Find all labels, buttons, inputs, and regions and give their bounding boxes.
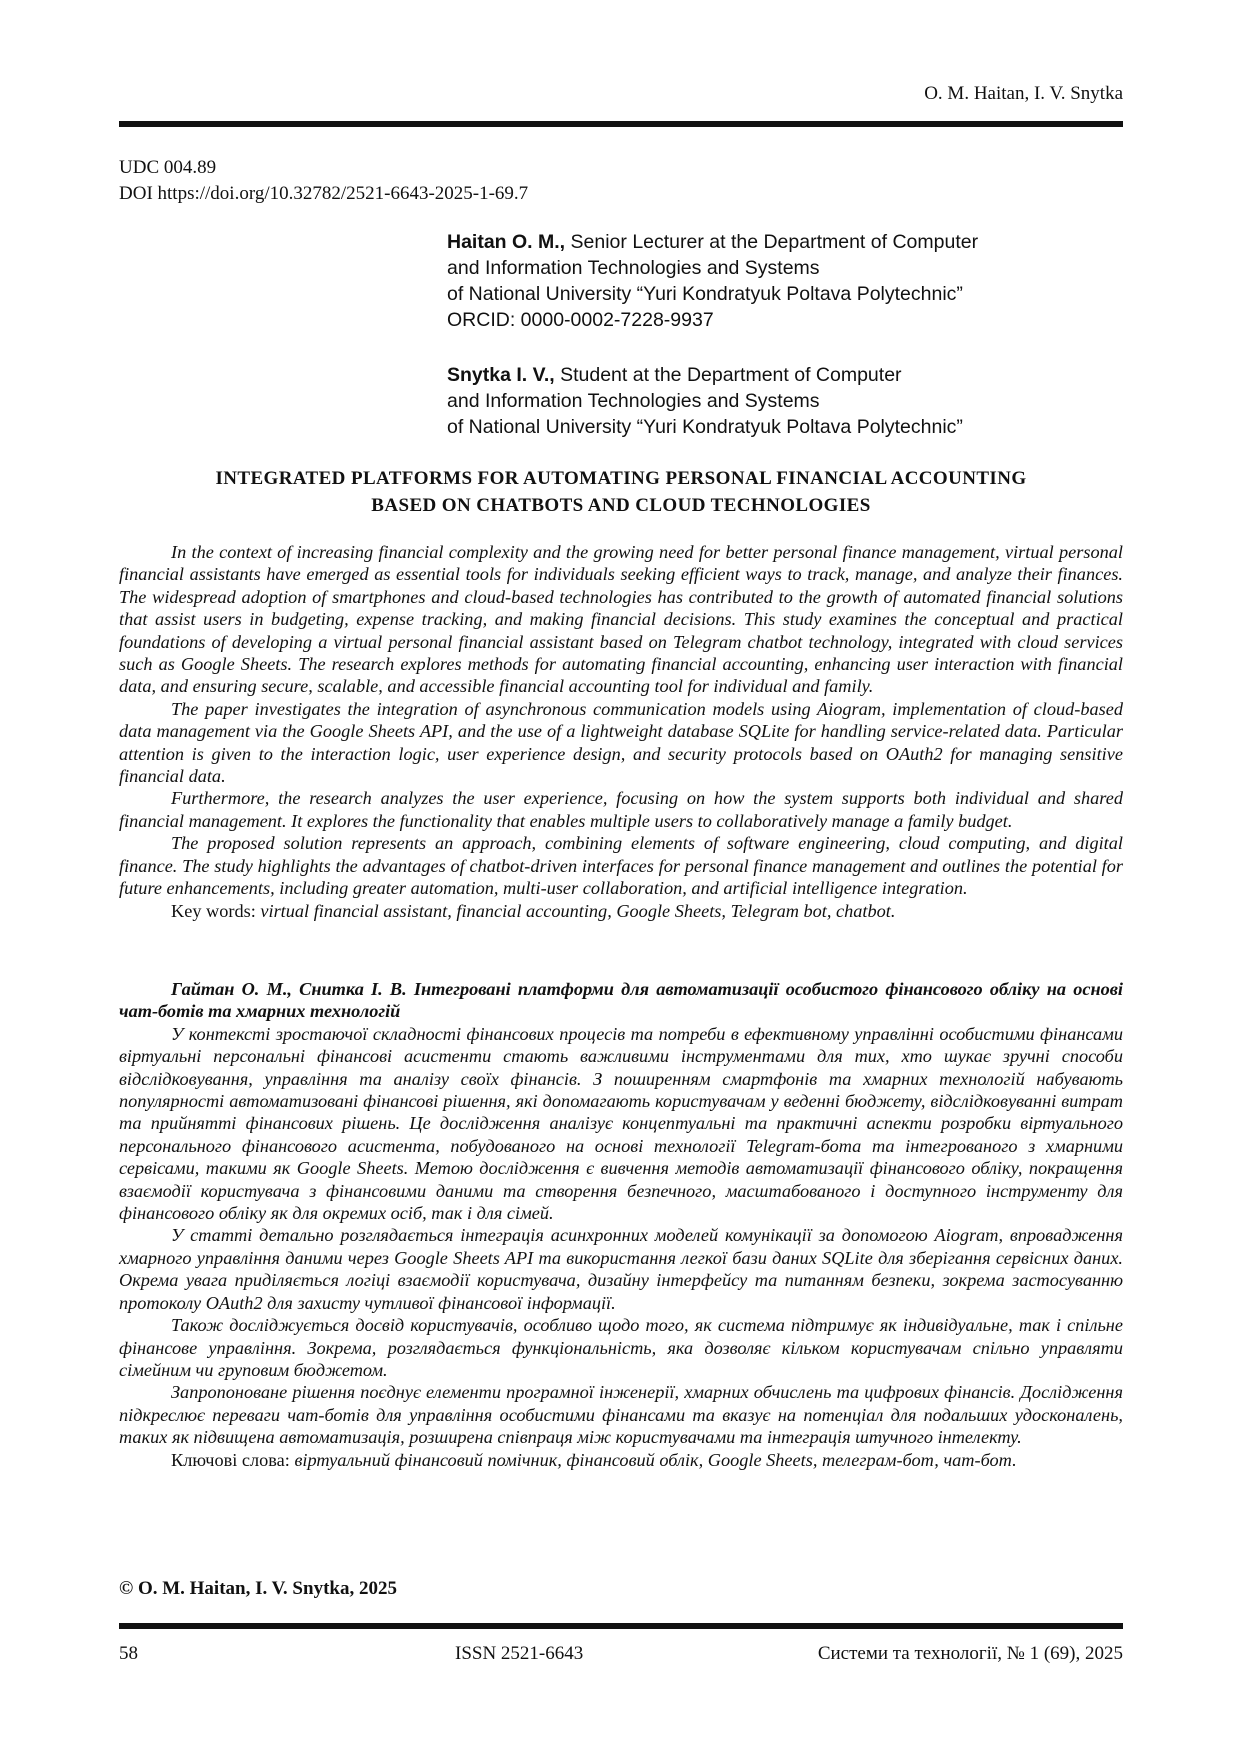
- keywords-label: Ключові слова:: [171, 1449, 290, 1470]
- abstract-paragraph: Запропоноване рішення поєднує елементи програмної інженерії, хмарних обчислень та цифрових фінансів. Дослідження підкреслює переваги чат-ботів для управління особистими фінансами та вказує на потенціал для подальших удосконалень, таких як підвищена автоматизація, розширена співпраця між користувачами та інтеграція штучного інтелекту.: [119, 1382, 1123, 1448]
- abstract-paragraph: Також досліджується досвід користувачів, особливо щодо того, як система підтримує як індивідуальне, так і спільне фінансове управління. Зокрема, розглядається функціональність, яка дозволяє кільком користувачам спільно управляти сімейним чи груповим бюджетом.: [119, 1315, 1123, 1380]
- author-affiliation-line: Student at the Department of Computer: [560, 364, 902, 386]
- author-affiliation-line: and Information Technologies and Systems: [447, 257, 820, 279]
- keywords-list: віртуальний фінансовий помічник, фінансовий облік, Google Sheets, телеграм-бот, чат-бот.: [294, 1449, 1017, 1470]
- author-affiliation-line: and Information Technologies and Systems: [447, 390, 820, 412]
- abstract-paragraph: У статті детально розглядається інтеграція асинхронних моделей комунікації за допомогою Aiogram, впровадження хмарного управління даними через Google Sheets API та використання легкої бази даних SQLite для зберігання сервісних даних. Окрема увага приділяється логіці взаємодії користувача, дизайну інтерфейсу та питанням безпеки, зокрема застосуванню протоколу OAuth2 для захисту чутливої фінансової інформації.: [119, 1225, 1123, 1313]
- copyright-notice: © O. M. Haitan, I. V. Snytka, 2025: [119, 1578, 397, 1599]
- author-block-haitan: [447, 229, 1107, 333]
- abstract-heading: Гайтан О. М., Снитка І. В. Інтегровані платформи для автоматизації особистого фінансового обліку на основі чат-ботів та хмарних технологій: [119, 979, 1123, 1022]
- page-number: 58: [119, 1643, 138, 1664]
- keywords: [119, 1449, 1123, 1471]
- journal-citation: Системи та технології, № 1 (69), 2025: [817, 1643, 1123, 1664]
- abstract-ukrainian: [119, 978, 1123, 1471]
- abstract-paragraph: Furthermore, the research analyzes the user experience, focusing on how the system supports both individual and shared financial management. It explores the functionality that enables multiple users to collaboratively manage a family budget.: [119, 788, 1123, 831]
- abstract-paragraph: The proposed solution represents an approach, combining elements of software engineering, cloud computing, and digital finance. The study highlights the advantages of chatbot-driven interfaces for personal finance management and outlines the potential for future enhancements, including greater automation, multi-user collaboration, and artificial intelligence integration.: [119, 833, 1123, 899]
- author-affiliation-line: of National University “Yuri Kondratyuk Poltava Polytechnic”: [447, 416, 963, 438]
- author-affiliation-line: of National University “Yuri Kondratyuk Poltava Polytechnic”: [447, 283, 963, 305]
- footer-rule: [119, 1623, 1123, 1629]
- abstract-paragraph: У контексті зростаючої складності фінансових процесів та потреби в ефективному управлінні особистими фінансами віртуальні персональні фінансові асистенти стають важливими інструментами для тих, хто шукає зручні способи відслідковування, управління та аналізу своїх фінансів. З поширенням смартфонів та хмарних технологій набувають популярності автоматизовані фінансові рішення, які допомагають користувачам у веденні бюджету, відслідковуванні витрат та прийнятті фінансових рішень. Це дослідження аналізує концептуальні та практичні аспекти розробки віртуального персонального фінансового асистента, побудованого на основі технології Telegram-бота та інтегрованого з хмарними сервісами, такими як Google Sheets. Метою дослідження є вивчення методів автоматизації фінансового обліку, покращення взаємодії користувача з фінансовими даними та створення безпечного, масштабованого і доступного інструменту для фінансового обліку як для окремих осіб, так і для сімей.: [119, 1023, 1123, 1224]
- title-line: INTEGRATED PLATFORMS FOR AUTOMATING PERSONAL FINANCIAL ACCOUNTING: [215, 468, 1027, 489]
- issn: ISSN 2521-6643: [455, 1643, 584, 1664]
- doi-link[interactable]: DOI https://doi.org/10.32782/2521-6643-2025-1-69.7: [119, 183, 529, 204]
- author-affiliation-line: Senior Lecturer at the Department of Computer: [570, 231, 979, 253]
- udc-code: UDC 004.89: [119, 157, 217, 178]
- author-name: Snytka I. V.,: [447, 364, 555, 386]
- title-line: BASED ON CHATBOTS AND CLOUD TECHNOLOGIES: [371, 495, 871, 516]
- abstract-english: [119, 541, 1123, 922]
- keywords-list: virtual financial assistant, financial accounting, Google Sheets, Telegram bot, chatbot.: [260, 900, 896, 921]
- header-rule: [119, 121, 1123, 127]
- keywords-label: Key words:: [171, 900, 256, 921]
- paper-title: [119, 465, 1123, 519]
- author-name: Haitan O. M.,: [447, 231, 566, 253]
- abstract-paragraph: The paper investigates the integration of asynchronous communication models using Aiogram, implementation of cloud-based data management via the Google Sheets API, and the use of a lightweight database SQLite for handling service-related data. Particular attention is given to the interaction logic, user experience design, and security protocols based on OAuth2 for managing sensitive financial data.: [119, 698, 1123, 787]
- keywords: [119, 900, 1123, 922]
- author-orcid: ORCID: 0000-0002-7228-9937: [447, 309, 714, 331]
- abstract-paragraph: In the context of increasing financial complexity and the growing need for better personal finance management, virtual personal financial assistants have emerged as essential tools for individuals seeking efficient ways to track, manage, and analyze their finances. The widespread adoption of smartphones and cloud-based technologies has contributed to the growth of automated financial solutions that assist users in budgeting, expense tracking, and making financial decisions. This study examines the conceptual and practical foundations of developing a virtual personal financial assistant based on Telegram chatbot technology, integrated with cloud services such as Google Sheets. The research explores methods for automating financial accounting, enhancing user interaction with financial data, and ensuring secure, scalable, and accessible financial accounting tool for individual and family.: [119, 542, 1123, 697]
- author-block-snytka: [447, 362, 1107, 440]
- running-header-authors: O. M. Haitan, I. V. Snytka: [924, 83, 1123, 104]
- identifiers: [119, 155, 528, 207]
